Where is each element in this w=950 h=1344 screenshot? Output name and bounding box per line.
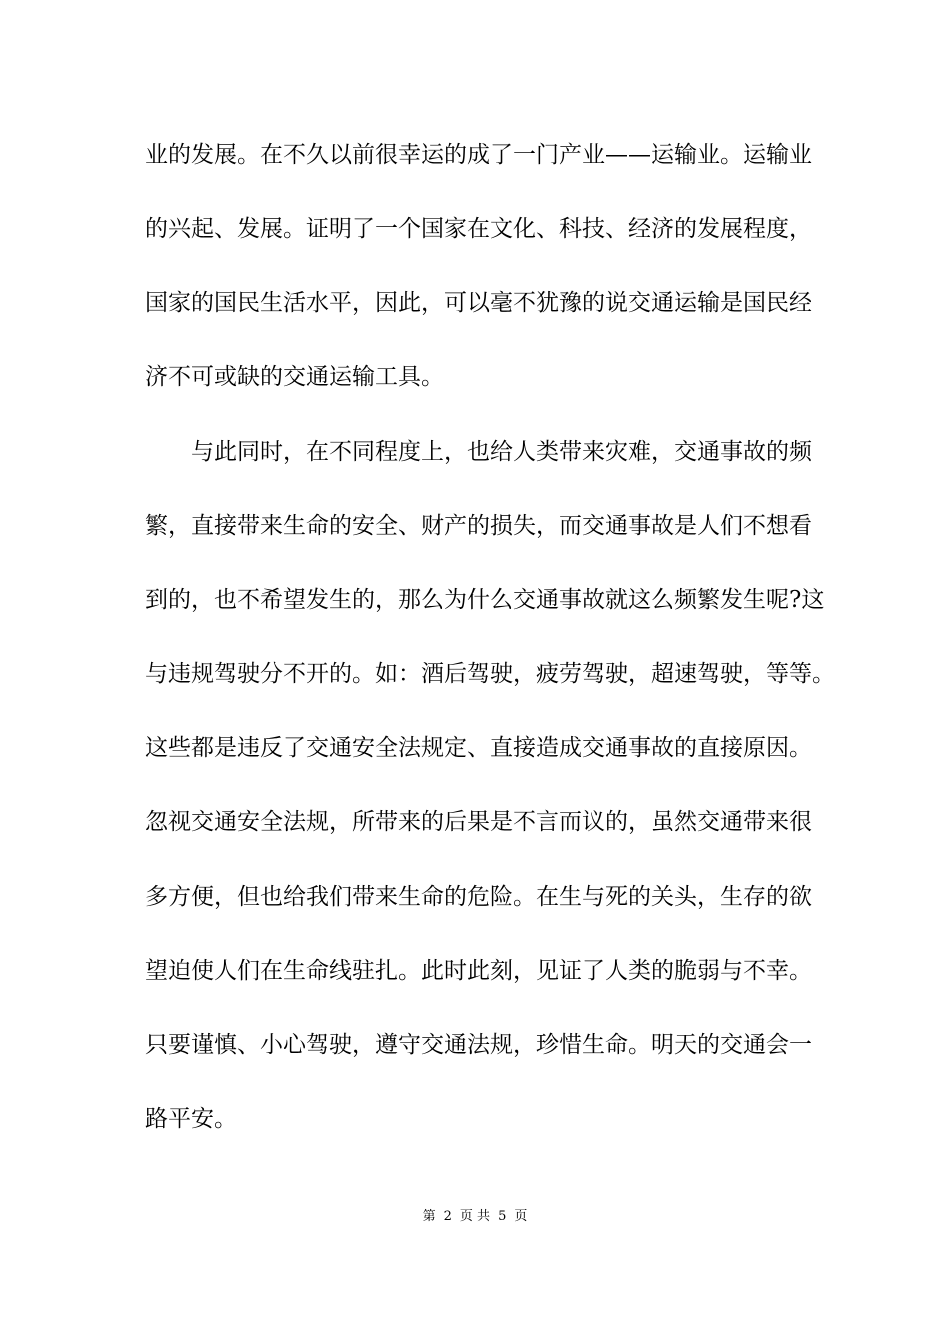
text-line: 望迫使人们在生命线驻扎。此时此刻，见证了人类的脆弱与不幸。 bbox=[145, 958, 812, 984]
text-line: 繁，直接带来生命的安全、财产的损失，而交通事故是人们不想看 bbox=[145, 513, 812, 539]
page-number-footer bbox=[0, 1208, 950, 1226]
footer-prefix: 第 bbox=[422, 1209, 436, 1224]
text-line: 业的发展。在不久以前很幸运的成了一门产业——运输业。运输业 bbox=[145, 142, 812, 168]
text-line: 到的，也不希望发生的，那么为什么交通事故就这么频繁发生呢?这 bbox=[145, 587, 825, 613]
total-page-count: 5 bbox=[498, 1209, 507, 1224]
text-line: 济不可或缺的交通运输工具。 bbox=[145, 364, 444, 390]
text-line: 只要谨慎、小心驾驶，遵守交通法规，珍惜生命。明天的交通会一 bbox=[145, 1032, 812, 1058]
text-line: 的兴起、发展。证明了一个国家在文化、科技、经济的发展程度， bbox=[145, 216, 812, 242]
text-line: 路平安。 bbox=[145, 1106, 237, 1132]
footer-suffix: 页 bbox=[514, 1209, 528, 1224]
text-line: 这些都是违反了交通安全法规定、直接造成交通事故的直接原因。 bbox=[145, 735, 812, 761]
text-line: 与违规驾驶分不开的。如：酒后驾驶，疲劳驾驶，超速驾驶，等等。 bbox=[145, 661, 835, 687]
footer-middle: 页 共 bbox=[459, 1209, 491, 1224]
paragraph-first-line: 与此同时，在不同程度上，也给人类带来灾难，交通事故的频 bbox=[191, 439, 812, 465]
text-line: 忽视交通安全法规，所带来的后果是不言而议的，虽然交通带来很 bbox=[145, 809, 812, 835]
current-page-number: 2 bbox=[443, 1209, 452, 1224]
text-line: 多方便，但也给我们带来生命的危险。在生与死的关头，生存的欲 bbox=[145, 884, 812, 910]
text-line: 国家的国民生活水平，因此，可以毫不犹豫的说交通运输是国民经 bbox=[145, 290, 812, 316]
